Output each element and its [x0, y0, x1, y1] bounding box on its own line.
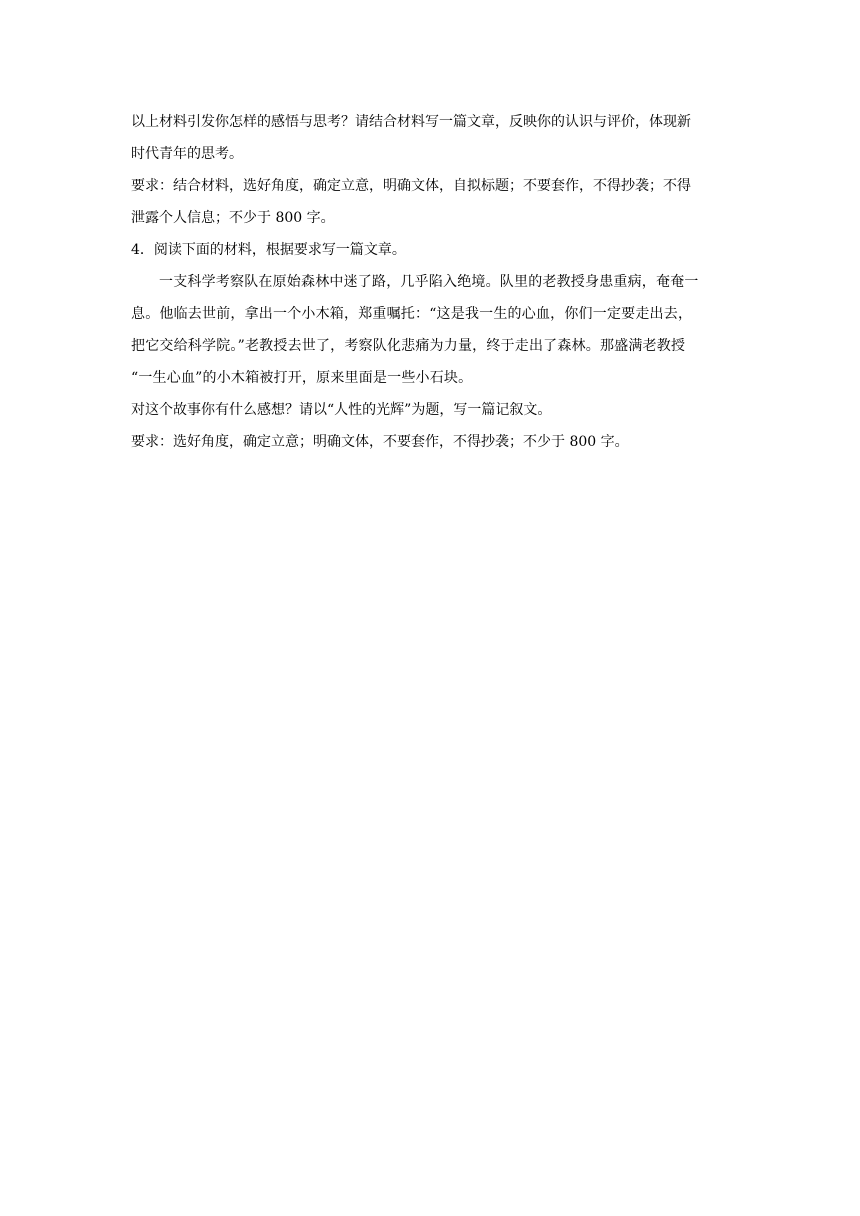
story-line: 一支科学考察队在原始森林中迷了路，几乎陷入绝境。队里的老教授身患重病，奄奄一 [159, 274, 699, 290]
question-prompt: 对这个故事你有什么感想？请以“人性的光辉”为题，写一篇记叙文。 [131, 402, 552, 418]
story-line: 息。他临去世前，拿出一个小木箱，郑重嘱托：“这是我一生的心血，你们一定要走出去， [131, 306, 693, 322]
story-line: 把它交给科学院。”老教授去世了，考察队化悲痛为力量，终于走出了森林。那盛满老教授 [131, 338, 686, 354]
story-line: “一生心血”的小木箱被打开，原来里面是一些小石块。 [131, 370, 473, 386]
requirement-line: 要求：结合材料，选好角度，确定立意，明确文体，自拟标题；不要套作，不得抄袭；不得 [131, 178, 691, 194]
document-page [131, 106, 731, 458]
requirement-line: 泄露个人信息；不少于 800 字。 [131, 210, 335, 226]
story-paragraph [131, 266, 731, 394]
question-heading: 4．阅读下面的材料，根据要求写一篇文章。 [131, 242, 406, 258]
requirement-line: 要求：选好角度，确定立意；明确文体，不要套作，不得抄袭；不少于 800 字。 [131, 434, 629, 450]
prompt-closing-line: 以上材料引发你怎样的感悟与思考？请结合材料写一篇文章，反映你的认识与评价，体现新 [131, 114, 691, 130]
prompt-closing-line: 时代青年的思考。 [131, 146, 243, 162]
